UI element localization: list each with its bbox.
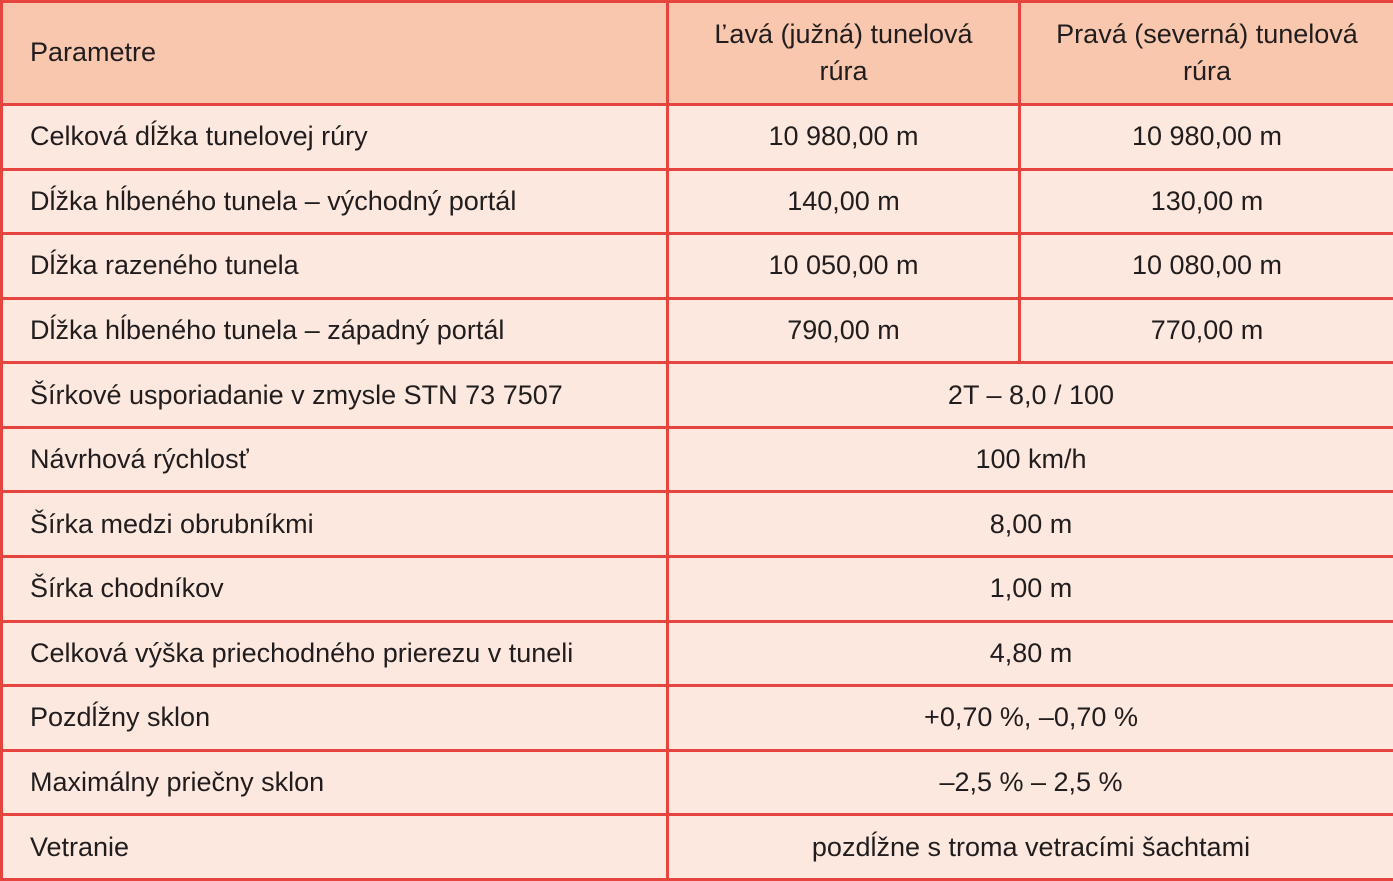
param-label-cell: Dĺžka razeného tunela <box>2 234 668 299</box>
param-label-cell: Maximálny priečny sklon <box>2 750 668 815</box>
left-tube-value-cell: 790,00 m <box>668 298 1020 363</box>
table-row <box>2 298 1393 363</box>
param-label-cell: Dĺžka hĺbeného tunela – západný portál <box>2 298 668 363</box>
table-row <box>2 621 1393 686</box>
merged-value-cell: 100 km/h <box>668 427 1393 492</box>
table-row <box>2 686 1393 751</box>
param-label-cell: Návrhová rýchlosť <box>2 427 668 492</box>
param-label-cell: Pozdĺžny sklon <box>2 686 668 751</box>
right-tube-value-cell: 130,00 m <box>1020 169 1393 234</box>
merged-value-cell: pozdĺžne s troma vetracími šachtami <box>668 815 1393 880</box>
param-label-cell: Celková dĺžka tunelovej rúry <box>2 105 668 170</box>
merged-value-cell: 1,00 m <box>668 557 1393 622</box>
header-row <box>2 2 1393 105</box>
right-tube-value-cell: 10 980,00 m <box>1020 105 1393 170</box>
table-row <box>2 105 1393 170</box>
merged-value-cell: –2,5 % – 2,5 % <box>668 750 1393 815</box>
header-parametre: Parametre <box>2 2 668 105</box>
param-label-cell: Šírka medzi obrubníkmi <box>2 492 668 557</box>
merged-value-cell: 2T – 8,0 / 100 <box>668 363 1393 428</box>
left-tube-value-cell: 10 050,00 m <box>668 234 1020 299</box>
left-tube-value-cell: 10 980,00 m <box>668 105 1020 170</box>
left-tube-value-cell: 140,00 m <box>668 169 1020 234</box>
param-label-cell: Šírka chodníkov <box>2 557 668 622</box>
param-label-cell: Dĺžka hĺbeného tunela – východný portál <box>2 169 668 234</box>
merged-value-cell: 4,80 m <box>668 621 1393 686</box>
table-row <box>2 363 1393 428</box>
right-tube-value-cell: 770,00 m <box>1020 298 1393 363</box>
header-left-tube: Ľavá (južná) tunelová rúra <box>668 2 1020 105</box>
param-label-cell: Vetranie <box>2 815 668 880</box>
right-tube-value-cell: 10 080,00 m <box>1020 234 1393 299</box>
table-row <box>2 815 1393 880</box>
table-row <box>2 750 1393 815</box>
merged-value-cell: +0,70 %, –0,70 % <box>668 686 1393 751</box>
header-right-tube: Pravá (severná) tunelová rúra <box>1020 2 1393 105</box>
table-row <box>2 492 1393 557</box>
table-row <box>2 169 1393 234</box>
param-label-cell: Celková výška priechodného prierezu v tuneli <box>2 621 668 686</box>
table-row <box>2 234 1393 299</box>
param-label-cell: Šírkové usporiadanie v zmysle STN 73 7507 <box>2 363 668 428</box>
merged-value-cell: 8,00 m <box>668 492 1393 557</box>
table-row <box>2 427 1393 492</box>
table-row <box>2 557 1393 622</box>
